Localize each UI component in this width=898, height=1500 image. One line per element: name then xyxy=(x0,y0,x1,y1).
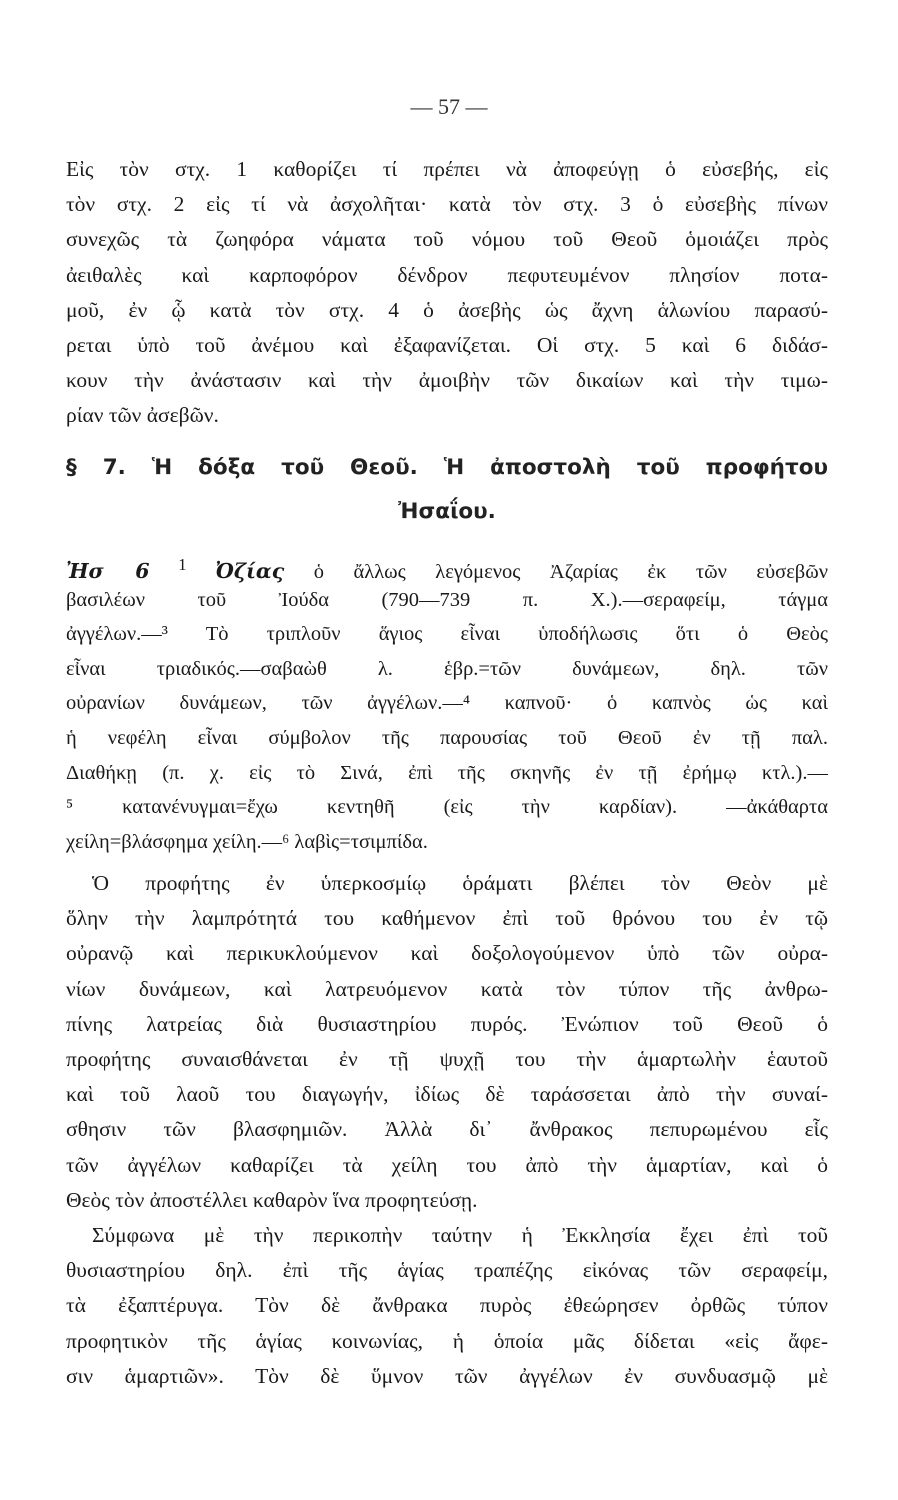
note-term: Ἠσ 6 xyxy=(66,558,150,583)
section-heading xyxy=(66,446,828,534)
body-paragraph-2 xyxy=(66,1218,828,1394)
text-line: μοῦ, ἐν ᾧ κατὰ τὸν στχ. 4 ὁ ἀσεβὴς ὡς ἄχνη ἁλωνίου παρασύ- xyxy=(66,297,828,322)
summary-paragraph xyxy=(66,152,828,434)
text-line: ὅλην τὴν λαμπρότητά του καθήμενον ἐπὶ τοῦ θρόνου του ἐν τῷ xyxy=(66,906,828,931)
note-text: ὁ ἄλλως λεγόμενος Ἀζαρίας ἐκ τῶν εὐσεβῶν xyxy=(284,560,828,583)
text-line: προφητικὸν τῆς ἁγίας κοινωνίας, ἡ ὁποία μᾶς δίδεται «εἰς ἄφε- xyxy=(66,1328,828,1353)
note-number: 1 xyxy=(149,555,216,574)
text-line: Ὁ προφήτης ἐν ὑπερκοσμίῳ ὁράματι βλέπει τὸν Θεὸν μὲ xyxy=(92,871,828,895)
text-line: σιν ἁμαρτιῶν». Τὸν δὲ ὕμνον τῶν ἀγγέλων ἐν συνδυασμῷ μὲ xyxy=(66,1363,828,1388)
text-line: τὰ ἐξαπτέρυγα. Τὸν δὲ ἄνθρακα πυρὸς ἐθεώρησεν ὀρθῶς τύπον xyxy=(66,1293,828,1318)
note-line: χείλη=βλάσφημα χείλη.—⁶ λαβὶς=τσιμπίδα. xyxy=(66,830,428,853)
text-line: τῶν ἀγγέλων καθαρίζει τὰ χείλη του ἀπὸ τὴν ἁμαρτίαν, καὶ ὁ xyxy=(66,1152,828,1177)
text-line: νίων δυνάμεων, καὶ λατρευόμενον κατὰ τὸν τύπον τῆς ἀνθρω- xyxy=(66,976,828,1001)
text-line: σθησιν τῶν βλασφημιῶν. Ἀλλὰ δι᾽ ἄνθρακος πεπυρωμένου εἷς xyxy=(66,1117,828,1142)
text-line: κουν τὴν ἀνάστασιν καὶ τὴν ἀμοιβὴν τῶν δικαίων καὶ τὴν τιμω- xyxy=(66,368,828,393)
note-line: βασιλέων τοῦ Ἰούδα (790—739 π. Χ.).—σεραφείμ, τάγμα xyxy=(66,588,828,611)
note-line: ἡ νεφέλη εἶναι σύμβολον τῆς παρουσίας τοῦ Θεοῦ ἐν τῇ παλ. xyxy=(66,726,828,749)
text-line: Θεὸς τὸν ἀποστέλλει καθαρὸν ἵνα προφητεύσῃ. xyxy=(66,1187,478,1212)
section-heading-line-1: § 7. Ἡ δόξα τοῦ Θεοῦ. Ἡ ἀποστολὴ τοῦ προφήτου xyxy=(66,455,828,480)
note-line: ⁵ κατανένυγμαι=ἔχω κεντηθῆ (εἰς τὴν καρδίαν). —ἀκάθαρτα xyxy=(66,796,828,819)
notes-block xyxy=(66,548,828,859)
text-line: Σύμφωνα μὲ τὴν περικοπὴν ταύτην ἡ Ἐκκλησία ἔχει ἐπὶ τοῦ xyxy=(92,1223,828,1247)
text-line: ἀειθαλὲς καὶ καρποφόρον δένδρον πεφυτευμένον πλησίον ποτα- xyxy=(66,262,828,287)
section-heading-line-2: Ἠσαΐου. xyxy=(398,499,496,524)
text-line: ρεται ὑπὸ τοῦ ἀνέμου καὶ ἐξαφανίζεται. Οἱ στχ. 5 καὶ 6 διδάσ- xyxy=(66,332,828,357)
page-number: — 57 — xyxy=(410,94,488,119)
note-term: Ὀζίας xyxy=(215,558,285,583)
text-line: πίνης λατρείας διὰ θυσιαστηρίου πυρός. Ἐνώπιον τοῦ Θεοῦ ὁ xyxy=(66,1011,828,1036)
note-line: οὐρανίων δυνάμεων, τῶν ἀγγέλων.—⁴ καπνοῦ· ὁ καπνὸς ὡς καὶ xyxy=(66,692,828,715)
text-line: Εἰς τὸν στχ. 1 καθορίζει τί πρέπει νὰ ἀποφεύγῃ ὁ εὐσεβής, εἰς xyxy=(66,157,828,181)
text-line: θυσιαστηρίου δηλ. ἐπὶ τῆς ἁγίας τραπέζης εἰκόνας τῶν σεραφείμ, xyxy=(66,1258,828,1283)
text-line: καὶ τοῦ λαοῦ του διαγωγήν, ἰδίως δὲ ταράσσεται ἀπὸ τὴν συναί- xyxy=(66,1082,828,1107)
note-line: ἀγγέλων.—³ Τὸ τριπλοῦν ἅγιος εἶναι ὑποδήλωσις ὅτι ὁ Θεὸς xyxy=(66,623,828,646)
text-line: οὐρανῷ καὶ περικυκλούμενον καὶ δοξολογούμενον ὑπὸ τῶν οὐρα- xyxy=(66,941,828,966)
body-paragraph-1 xyxy=(66,866,828,1218)
note-line xyxy=(66,548,828,583)
text-line: συνεχῶς τὰ ζωηφόρα νάματα τοῦ νόμου τοῦ Θεοῦ ὁμοιάζει πρὸς xyxy=(66,227,828,252)
note-line: Διαθήκῃ (π. χ. εἰς τὸ Σινά, ἐπὶ τῆς σκηνῆς ἐν τῇ ἐρήμῳ κτλ.).— xyxy=(66,761,828,784)
note-line: εἶναι τριαδικός.—σαβαὼθ λ. ἑβρ.=τῶν δυνάμεων, δηλ. τῶν xyxy=(66,657,828,680)
text-line: ρίαν τῶν ἀσεβῶν. xyxy=(66,403,219,428)
text-line: προφήτης συναισθάνεται ἐν τῇ ψυχῇ του τὴν ἁμαρτωλὴν ἑαυτοῦ xyxy=(66,1046,828,1071)
text-line: τὸν στχ. 2 εἰς τί νὰ ἀσχολῆται· κατὰ τὸν στχ. 3 ὁ εὐσεβὴς πίνων xyxy=(66,192,828,217)
